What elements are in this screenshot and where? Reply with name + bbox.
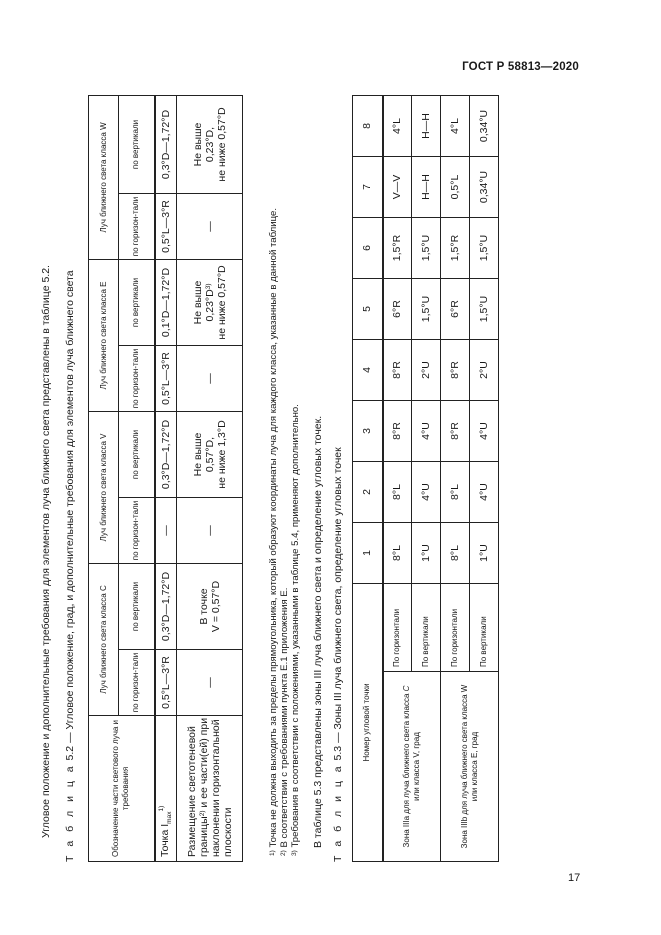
table52-footnote-2: $^{2)}$ В соответствии с требованиями пункта Е.1 приложения Е. [279,587,290,856]
table53-number: 4 [353,340,383,401]
table52-cell: 0,5°L—3°R [155,346,177,412]
table52-caption [64,270,76,862]
table52-cell: 0,3°D—1,72°D [155,96,177,194]
table52-cell: — [177,650,243,716]
table53-cell: 0,34°U [470,157,499,218]
table53-zone-b-label: Зона IIIb для луча ближнего света класса W или класса E, град [441,672,499,862]
table53-cell: 4°U [412,462,441,523]
table52-cell: 0,1°D—1,72°D [155,260,177,346]
table52-caption-prefix: Т а б л и ц а [64,763,76,862]
table52-cell: — [177,498,243,564]
table52-horiz-e: по горизон-тали [119,346,155,412]
table53-caption-number: 5.3 [332,745,344,761]
table52-vert-v: по вертикали [119,412,155,498]
table52-row-imax-label: Точка $I_{max}^{1)}$ [155,716,177,862]
gost-header: ГОСТ Р 58813—2020 [462,61,579,73]
table52-vert-c: по вертикали [119,564,155,650]
table53-cell: 6°R [441,279,470,340]
table52-group-v: Луч ближнего света класса V [89,412,119,564]
table53-cell: 4°U [412,401,441,462]
table53-cell: 1,5°R [383,218,412,279]
table53-cell: 1°U [412,523,441,584]
table53-cell: 1,5°U [412,218,441,279]
table53-row-label: По горизонтали [383,584,412,672]
rotated-content [40,62,600,862]
table53-cell: 0,34°U [470,96,499,157]
table52-horiz-w: по горизон-тали [119,194,155,260]
table53-cell: 8°R [383,340,412,401]
table53-number: 2 [353,462,383,523]
table53-cell: 4°L [441,96,470,157]
table-5-2 [88,95,243,862]
table52-horiz-v: по горизон-тали [119,498,155,564]
intro-text: Угловое положение и дополнительные требования для элементов луча ближнего света представлены в таблице 5.2. [40,265,52,838]
table52-vert-w: по вертикали [119,96,155,194]
table52-cell: — [177,194,243,260]
table53-header-label: Номер угловой точки [353,584,383,862]
table52-cell: — [177,346,243,412]
table53-cell: 8°L [441,523,470,584]
table53-cell: 1,5°U [412,279,441,340]
table53-cell: 4°U [470,462,499,523]
table53-cell: H—H [412,96,441,157]
table-5-3 [352,95,499,862]
table53-cell: V—V [383,157,412,218]
table53-number: 7 [353,157,383,218]
table53-cell: 0,5°L [441,157,470,218]
table53-row-label: По вертикали [412,584,441,672]
table53-cell: 1,5°R [441,218,470,279]
table53-number: 6 [353,218,383,279]
table53-cell: 8°L [441,462,470,523]
table52-cell: Не выше 0,57°D, не ниже 1,3°D [177,412,243,498]
table52-cell: 0,3°D—1,72°D [155,564,177,650]
table53-cell: 6°R [383,279,412,340]
table53-cell: 8°L [383,523,412,584]
table53-cell: 8°L [383,462,412,523]
table53-zone-a-label: Зона IIIa для луча ближнего света класса C или класса V, град [383,672,441,862]
table53-cell: H—H [412,157,441,218]
table52-footnote-3: $^{3)}$ Требования в соответствии с положениями, указанными в таблице 5.4, применяют дополнительно. [290,404,301,856]
table53-cell: 1,5°U [470,279,499,340]
table52-col0-header: Обозначение части светового луча и требования [89,716,155,862]
table52-group-e: Луч ближнего света класса E [89,260,119,412]
table53-cell: 4°U [470,401,499,462]
table53-number: 1 [353,523,383,584]
page-number: 17 [568,872,581,884]
table53-number: 5 [353,279,383,340]
table53-cell: 2°U [470,340,499,401]
table52-cell: 0,5°L—3°R [155,650,177,716]
table53-caption-prefix: Т а б л и ц а [332,763,344,862]
intro2-text: В таблице 5.3 представлены зоны III луча ближнего света и определение угловых точек. [312,415,324,848]
table52-vert-e: по вертикали [119,260,155,346]
table53-row-label: По горизонтали [441,584,470,672]
table52-caption-number: 5.2 [64,745,76,761]
table52-cell: Не выше $0,23^\circ D^{3)}$ не ниже 0,57°D [177,260,243,346]
table52-cell: Не выше 0,23°D, не ниже 0,57°D [177,96,243,194]
table53-cell: 8°R [441,340,470,401]
table53-number: 3 [353,401,383,462]
table53-cell: 1°U [470,523,499,584]
table53-row-label: По вертикали [470,584,499,672]
table52-caption-text: — Угловое положение, град, и дополнительные требования для элементов луча ближнего света [64,270,76,743]
table53-caption-text: — Зоны III луча ближнего света, определение угловых точек [332,447,344,743]
table53-cell: 8°R [441,401,470,462]
table52-group-w: Луч ближнего света класса W [89,96,119,260]
table52-group-c: Луч ближнего света класса C [89,564,119,716]
table52-cell: — [155,498,177,564]
table53-cell: 8°R [383,401,412,462]
table53-cell: 2°U [412,340,441,401]
table53-number: 8 [353,96,383,157]
table52-cell: 0,5°L—3°R [155,194,177,260]
table53-caption [332,447,344,862]
table52-footnote-1: $^{1)}$ Точка не должна выходить за пределы прямоугольника, который образуют координаты луча для каждого класса, указанные в данной таблице. [268,208,279,856]
table52-row-cutoff-label: Размещение светотеневой границы$^{2)}$ и ее части(ей) при наклонении горизонтальной плоскости [177,716,243,862]
table52-cell: 0,3°D—1,72°D [155,412,177,498]
table52-cell: В точке V = 0,57°D [177,564,243,650]
table52-horiz-c: по горизон-тали [119,650,155,716]
table53-cell: 1,5°U [470,218,499,279]
table53-cell: 4°L [383,96,412,157]
